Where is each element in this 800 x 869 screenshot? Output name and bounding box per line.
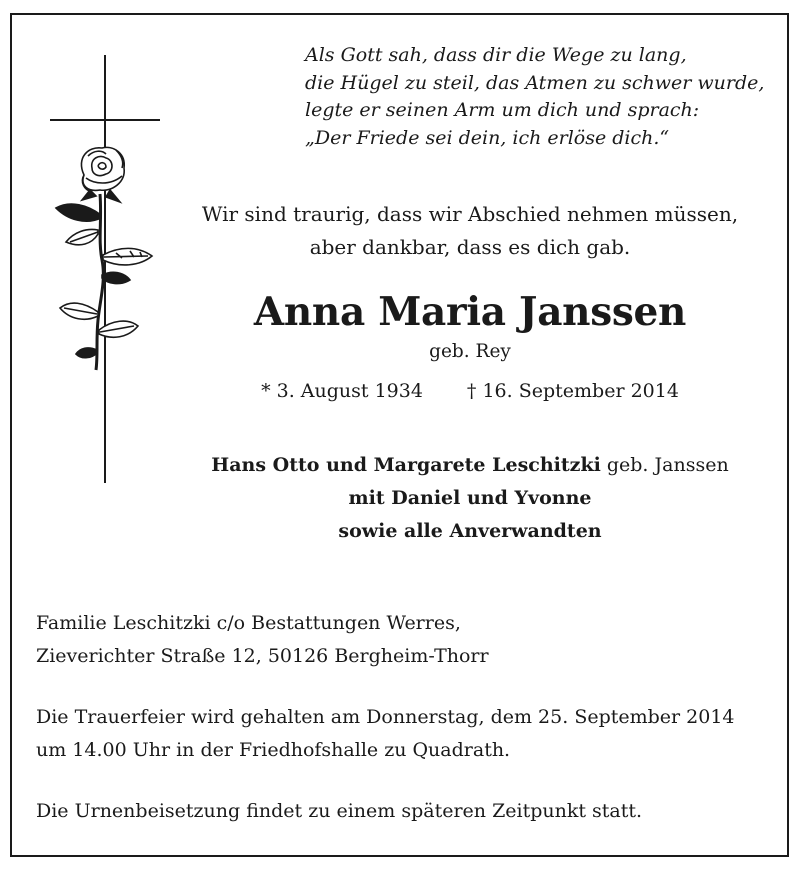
life-dates: [150, 378, 790, 404]
poem-quote: [305, 42, 765, 152]
urn-burial-info: [36, 795, 776, 828]
mourners-line-1: [150, 449, 790, 482]
cross-icon: [50, 55, 160, 483]
poem-line: die Hügel zu steil, das Atmen zu schwer wurde,: [305, 71, 765, 94]
mourners-line-2: mit Daniel und Yvonne: [348, 487, 592, 509]
mourners-names: Hans Otto und Margarete Leschitzki: [211, 454, 601, 476]
birth-date: * 3. August 1934: [261, 380, 423, 402]
urn-line: Die Urnenbeisetzung findet zu einem späteren Zeitpunkt statt.: [36, 800, 643, 822]
farewell-line-1: Wir sind traurig, dass wir Abschied nehmen müssen,: [201, 202, 739, 226]
mourners-line-3: sowie alle Anverwandten: [338, 520, 602, 542]
mourners: [150, 449, 790, 548]
contact-address: [36, 607, 776, 673]
poem-line: Als Gott sah, dass dir die Wege zu lang,: [305, 44, 687, 66]
ceremony-line-2: um 14.00 Uhr in der Friedhofshalle zu Quadrath.: [36, 739, 511, 761]
poem-line: „Der Friede sei dein, ich erlöse dich.“: [305, 126, 670, 149]
address-line-1: Familie Leschitzki c/o Bestattungen Werres,: [36, 612, 461, 634]
address-line-2: Zieverichter Straße 12, 50126 Bergheim-Thorr: [36, 645, 489, 667]
birth-name: geb. Rey: [429, 341, 511, 362]
poem-line: legte er seinen Arm um dich und sprach:: [305, 99, 700, 121]
rose-icon: [56, 147, 152, 370]
ceremony-line-1: Die Trauerfeier wird gehalten am Donnerstag, dem 25. September 2014: [36, 706, 735, 728]
farewell-text: [150, 198, 790, 264]
death-date: † 16. September 2014: [466, 380, 679, 402]
mourners-birthname: geb. Janssen: [600, 454, 729, 476]
cross-rose-ornament: [40, 50, 170, 490]
farewell-line-2: aber dankbar, dass es dich gab.: [309, 235, 631, 259]
deceased-name: Anna Maria Janssen: [253, 289, 687, 335]
funeral-service-info: [36, 701, 776, 767]
